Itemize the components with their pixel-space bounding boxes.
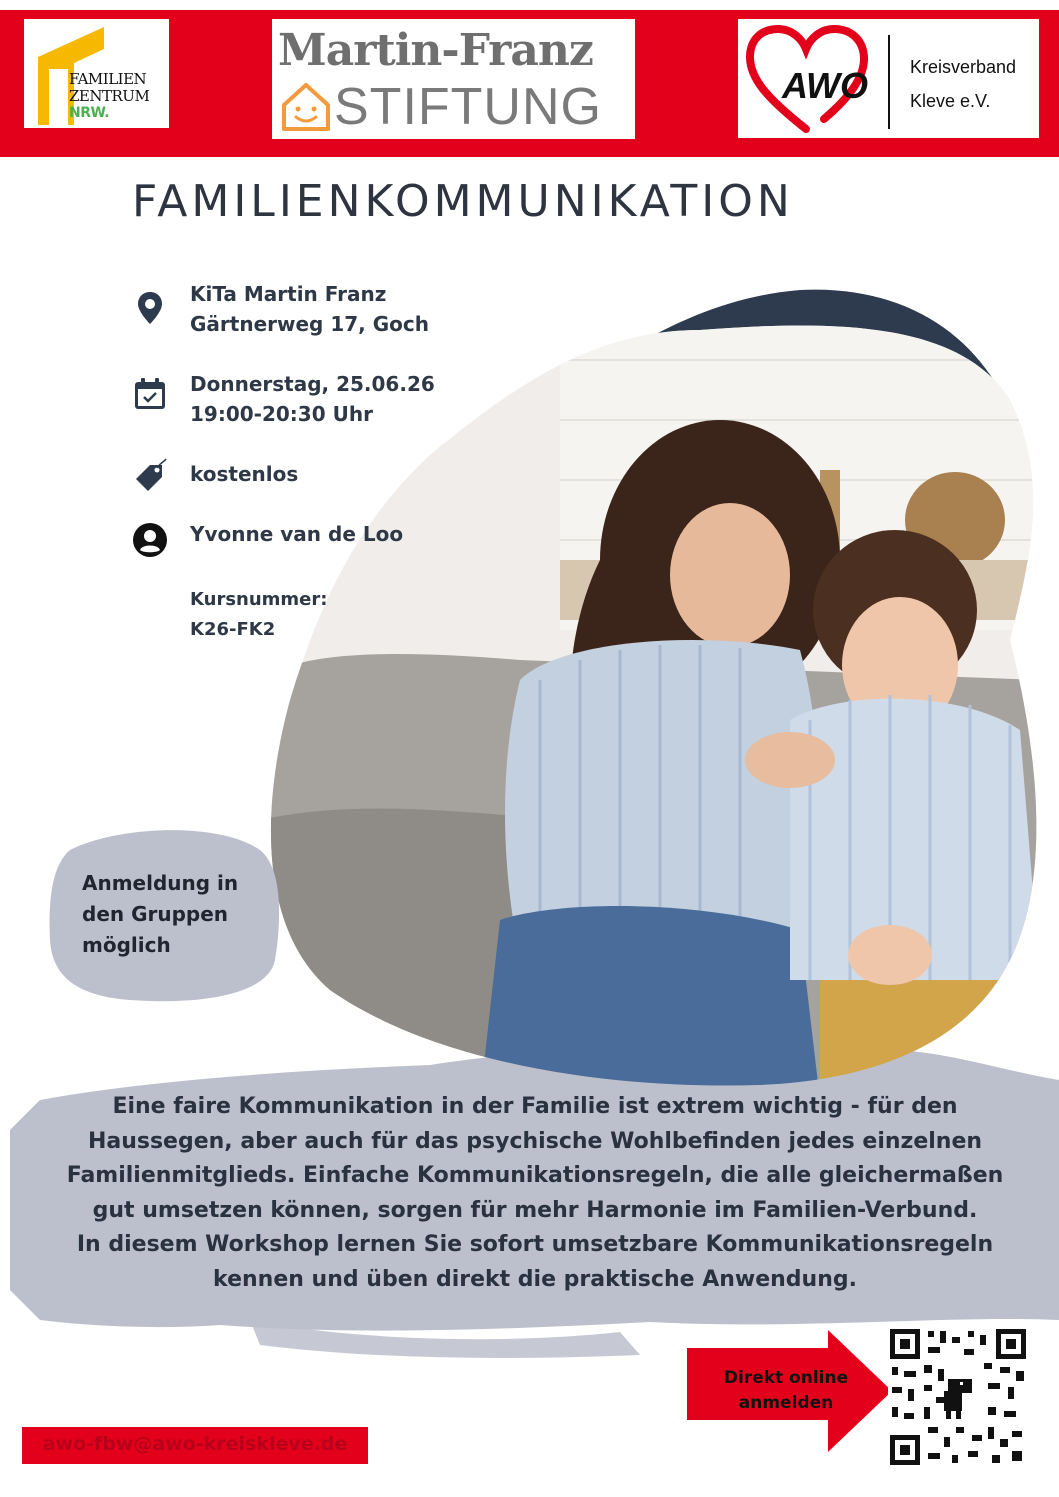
description-line: Haussegen, aber auch für das psychische Wohlbefinden jedes einzelnen — [87, 1128, 983, 1154]
qr-code-icon[interactable] — [888, 1327, 1028, 1467]
description-line: Familienmitglieds. Einfache Kommunikationsregeln, die alle gleichermaßen — [66, 1163, 1004, 1188]
fz-line-2: ZENTRUM — [69, 87, 150, 105]
martin-franz-stiftung-logo — [272, 19, 635, 139]
user-icon — [132, 522, 168, 558]
awo-line-2: Kleve e.V. — [910, 91, 991, 111]
description-line: In diesem Workshop lernen Sie sofort umsetzbare Kommunikationsregeln — [76, 1232, 994, 1257]
cta-line-2[interactable]: anmelden — [738, 1393, 834, 1413]
registration-line-1: Anmeldung in — [82, 871, 239, 895]
location-pin-icon — [132, 289, 168, 325]
registration-line-2: den Gruppen — [82, 902, 229, 926]
online-registration-link[interactable] — [706, 1366, 866, 1416]
stiftung-word: STIFTUNG — [334, 78, 602, 136]
description-line: gut umsetzen können, sorgen für mehr Harmonie im Familien-Verbund. — [92, 1197, 978, 1223]
awo-line-1: Kreisverband — [910, 57, 1017, 77]
email-link[interactable]: awo-fbw@awo-kreiskleve.de — [42, 1433, 348, 1455]
awo-wordmark: AWO — [782, 65, 868, 106]
price-text: kostenlos — [190, 462, 299, 486]
course-number — [190, 585, 327, 645]
awo-logo — [738, 19, 1039, 138]
location-text — [190, 279, 429, 339]
event-time: 19:00-20:30 Uhr — [190, 402, 373, 426]
awo-divider — [888, 35, 890, 129]
course-value: K26-FK2 — [190, 619, 276, 640]
fz-line-1: FAMILIEN — [69, 70, 147, 88]
event-date: Donnerstag, 25.06.26 — [190, 372, 435, 396]
calendar-icon — [132, 376, 168, 412]
location-name: KiTa Martin Franz — [190, 282, 387, 306]
date-text — [190, 369, 435, 429]
course-label: Kursnummer: — [190, 589, 328, 610]
fz-line-3: NRW. — [69, 105, 110, 121]
price-tag-icon — [132, 457, 168, 493]
location-address: Gärtnerweg 17, Goch — [190, 312, 429, 336]
instructor-text: Yvonne van de Loo — [190, 522, 404, 546]
familienzentrum-logo — [24, 19, 169, 128]
registration-note — [82, 868, 238, 961]
description-line: kennen und üben direkt die praktische Anwendung. — [213, 1266, 857, 1292]
registration-line-3: möglich — [82, 933, 171, 957]
description-line: Eine faire Kommunikation in der Familie ist extrem wichtig - für den — [112, 1094, 958, 1119]
cta-line-1[interactable]: Direkt online — [723, 1368, 849, 1388]
house-smile-icon — [278, 79, 334, 135]
description — [40, 1090, 1030, 1297]
stiftung-name: Martin-Franz — [278, 25, 593, 76]
page-title: FAMILIENKOMMUNIKATION — [132, 176, 794, 227]
